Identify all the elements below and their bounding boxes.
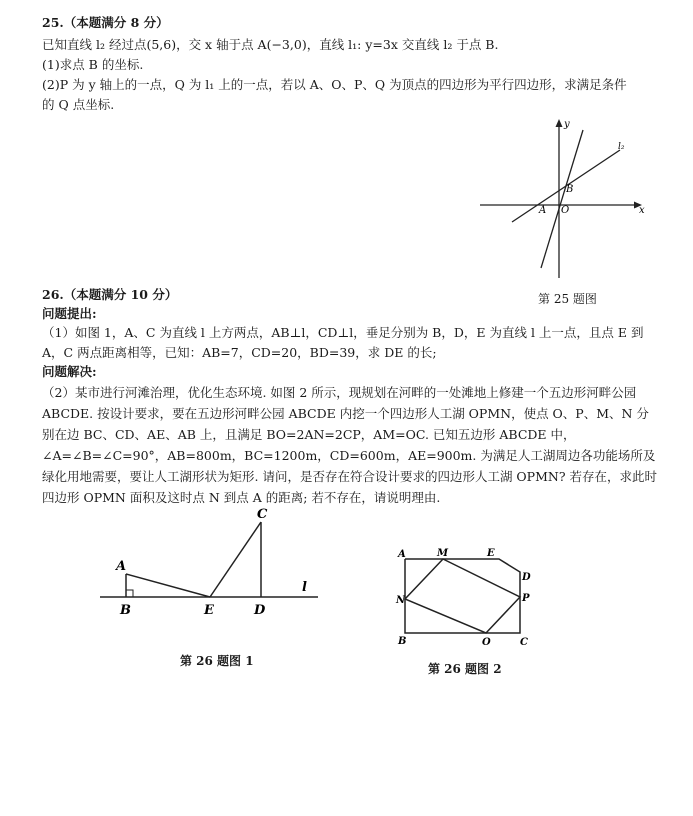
fig1-label-A: A: [116, 559, 127, 574]
label-l2: l₂: [618, 142, 625, 152]
fig1-label-l: l: [302, 580, 307, 595]
q25-line1: 已知直线 l₂ 经过点(5,6)，交 x 轴于点 A(−3,0)，直线 l₁: y=3x 交直线 l₂ 于点 B.: [42, 37, 499, 52]
q26-part2-text: （2）某市进行河滩治理，优化生态环境. 如图 2 所示，现规划在河畔的一处滩地上修建一个五边形河畔公园 ABCDE. 按设计要求，要在五边形河畔公园 ABCDE 内挖一个四边形人工湖 OPMN，使点 O、P、M、N 分别在边 BC、CD、AE、AB 上，且满足 BO=2AN=2CP，AM=OC. 已知五边形 ABCDE 中，∠A=∠B=∠C=90°，AB=800m，BC=1200m，CD=600m，AE=900m. 为满足人工湖周边各功能场所及绿化用地需要，要让人工湖形状为矩形. 请问，是否存在符合设计要求的四边形人工湖 OPMN? 若存在，求此时四边形 OPMN 面积及这时点 N 到点 A 的距离; 若不存在，请说明理由.: [42, 385, 657, 505]
fig2-label-B: B: [398, 636, 407, 647]
q25-caption: 第 25 题图: [538, 292, 597, 306]
fig2-label-E: E: [487, 548, 495, 559]
q26-solve-label: 问题解决:: [42, 364, 97, 379]
fig2-label-N: N: [396, 595, 406, 606]
label-O: O: [561, 205, 570, 216]
q25-heading: 25.（本题满分 8 分）: [42, 15, 169, 30]
q26-part1-line1: （1）如图 1，A、C 为直线 l 上方两点，AB⊥l，CD⊥l，垂足分别为 B，D，E 为直线 l 上一点，且点 E 到: [42, 325, 644, 340]
label-A: A: [539, 205, 547, 216]
fig1-label-B: B: [120, 603, 131, 618]
q25-part1: (1)求点 B 的坐标.: [42, 57, 144, 72]
fig2-label-P: P: [522, 593, 530, 604]
q26-problem-label: 问题提出:: [42, 306, 97, 321]
fig1-label-E: E: [204, 603, 214, 618]
q26-heading: 26.（本题满分 10 分）: [42, 287, 178, 302]
fig2-label-O: O: [482, 637, 491, 648]
label-B: B: [566, 184, 574, 195]
fig1-label-C: C: [257, 507, 268, 522]
pentagon-ABCDE: [405, 559, 520, 633]
rectangle-OPMN: [405, 559, 520, 633]
q25-part2a: (2)P 为 y 轴上的一点，Q 为 l₁ 上的一点，若以 A、O、P、Q 为顶点的四边形为平行四边形，求满足条件: [42, 77, 627, 92]
fig1-label-D: D: [254, 603, 266, 618]
q25-part2b: 的 Q 点坐标.: [42, 97, 115, 112]
q26-part1-line2: A，C 两点距离相等，已知：AB=7，CD=20，BD=39，求 DE 的长;: [42, 345, 437, 360]
fig2-label-A: A: [398, 549, 406, 560]
label-y: y: [564, 119, 570, 130]
label-x: x: [639, 205, 645, 216]
q26-fig2-caption: 第 26 题图 2: [428, 662, 502, 676]
fig2-label-C: C: [520, 637, 528, 648]
fig2-label-M: M: [437, 548, 449, 559]
fig2-label-D: D: [522, 572, 531, 583]
q26-fig1-caption: 第 26 题图 1: [180, 654, 254, 668]
